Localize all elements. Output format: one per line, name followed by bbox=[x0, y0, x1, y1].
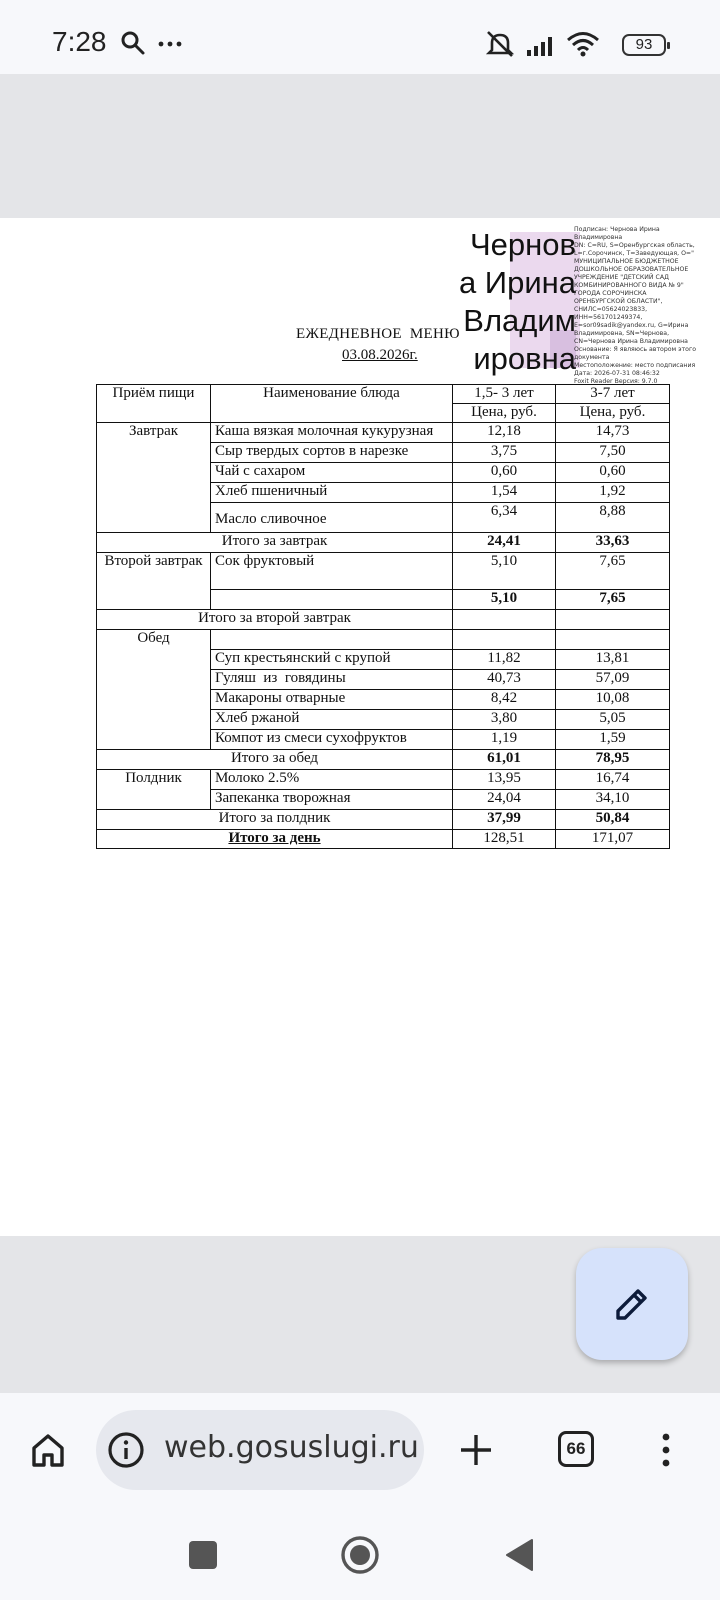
price-cell: 13,95 bbox=[453, 770, 556, 790]
price-cell: 14,73 bbox=[556, 423, 670, 443]
dish-name: Суп крестьянский с крупой bbox=[211, 650, 453, 670]
price-cell: 1,92 bbox=[556, 483, 670, 503]
total-value: 37,99 bbox=[453, 810, 556, 830]
dish-name: Каша вязкая молочная кукурузная bbox=[211, 423, 453, 443]
total-value: 24,41 bbox=[453, 533, 556, 553]
price-cell: 1,54 bbox=[453, 483, 556, 503]
edit-pencil-icon bbox=[612, 1284, 652, 1324]
url-text[interactable]: web.gosuslugi.ru bbox=[164, 1430, 419, 1465]
battery-icon: 93 bbox=[622, 34, 666, 56]
price-cell: 8,88 bbox=[556, 503, 670, 533]
empty-cell bbox=[453, 630, 556, 650]
table-row bbox=[97, 553, 670, 590]
edit-fab-button[interactable] bbox=[576, 1248, 688, 1360]
table-row bbox=[97, 630, 670, 650]
total-value: 128,51 bbox=[453, 830, 556, 849]
empty-cell bbox=[211, 630, 453, 650]
dish-name: Макароны отварные bbox=[211, 690, 453, 710]
dish-name: Хлеб пшеничный bbox=[211, 483, 453, 503]
dish-name: Масло сливочное bbox=[211, 503, 453, 533]
dish-name: Сок фруктовый bbox=[211, 553, 453, 590]
price-cell: 13,81 bbox=[556, 650, 670, 670]
menu-table bbox=[96, 384, 670, 849]
meal-label-breakfast: Завтрак bbox=[97, 423, 211, 533]
total-label: Итого за полдник bbox=[97, 810, 453, 830]
total-value: 33,63 bbox=[556, 533, 670, 553]
price-cell: 5,10 bbox=[453, 553, 556, 590]
menu-icon[interactable] bbox=[660, 1432, 672, 1468]
table-header-row bbox=[97, 385, 670, 404]
price-cell: 57,09 bbox=[556, 670, 670, 690]
meal-label-lunch: Обед bbox=[97, 630, 211, 750]
header-price-2: Цена, руб. bbox=[556, 404, 670, 423]
price-cell: 34,10 bbox=[556, 790, 670, 810]
more-icon bbox=[158, 40, 182, 48]
price-cell: 8,42 bbox=[453, 690, 556, 710]
empty-cell bbox=[453, 610, 556, 630]
total-row-second-breakfast bbox=[97, 610, 670, 630]
price-cell: 0,60 bbox=[453, 463, 556, 483]
total-value: 50,84 bbox=[556, 810, 670, 830]
empty-cell bbox=[556, 610, 670, 630]
signature-name: Чернов а Ирина Владим ировна bbox=[458, 227, 576, 376]
page-title: ЕЖЕДНЕВНОЕ МЕНЮ bbox=[296, 326, 460, 342]
page-date: 03.08.2026г. bbox=[342, 347, 418, 363]
tabs-icon[interactable]: 66 bbox=[558, 1431, 594, 1467]
subtotal-value: 5,10 bbox=[453, 590, 556, 610]
signal-icon bbox=[526, 32, 558, 58]
total-row-day bbox=[97, 830, 670, 849]
dish-name: Гуляш из говядины bbox=[211, 670, 453, 690]
header-dish: Наименование блюда bbox=[211, 385, 453, 423]
price-cell: 16,74 bbox=[556, 770, 670, 790]
signature-details: Подписан: Чернова Ирина Владимировна DN: C=RU, S=Оренбургская область, L=г.Сорочинск, T=Заведующая, O=" МУНИЦИПАЛЬНОЕ БЮДЖЕТНОЕ ДОШКОЛЬНОЕ ОБРАЗОВАТЕЛЬНОЕ УЧРЕЖДЕНИЕ "ДЕТСКИЙ САД КОМБИНИРОВАННОГО ВИДА № 9" ГОРОДА СОРОЧИНСКА ОРЕНБУРГСКОЙ ОБЛАСТИ", СНИЛС=05624023833, ИНН=561701249374, E=sor09sadik@yandex.ru, G=Ирина Владимировна, SN=Чернова, CN=Чернова Ирина Владимировна Основание: Я являюсь автором этого документа Местоположение: место подписания Дата: 2026-07-31 08:46:32 Foxit Reader Версия: 9.7.0 bbox=[574, 226, 697, 385]
dish-name: Сыр твердых сортов в нарезке bbox=[211, 443, 453, 463]
dish-name: Запеканка творожная bbox=[211, 790, 453, 810]
status-time: 7:28 bbox=[52, 26, 107, 57]
wifi-icon bbox=[566, 30, 600, 58]
price-cell: 3,80 bbox=[453, 710, 556, 730]
total-label: Итого за второй завтрак bbox=[97, 610, 453, 630]
price-cell: 3,75 bbox=[453, 443, 556, 463]
empty-cell bbox=[556, 630, 670, 650]
recents-icon[interactable] bbox=[188, 1540, 218, 1570]
meal-label-snack: Полдник bbox=[97, 770, 211, 810]
header-age-2: 3-7 лет bbox=[556, 385, 670, 404]
header-meal: Приём пищи bbox=[97, 385, 211, 423]
price-cell: 24,04 bbox=[453, 790, 556, 810]
total-label: Итого за завтрак bbox=[97, 533, 453, 553]
total-value: 78,95 bbox=[556, 750, 670, 770]
price-cell: 10,08 bbox=[556, 690, 670, 710]
price-cell: 11,82 bbox=[453, 650, 556, 670]
dish-name: Молоко 2.5% bbox=[211, 770, 453, 790]
total-label: Итого за обед bbox=[97, 750, 453, 770]
header-age-1: 1,5- 3 лет bbox=[453, 385, 556, 404]
price-cell: 5,05 bbox=[556, 710, 670, 730]
total-row-lunch bbox=[97, 750, 670, 770]
empty-cell bbox=[211, 590, 453, 610]
price-cell: 1,59 bbox=[556, 730, 670, 750]
home-icon[interactable] bbox=[30, 1432, 66, 1468]
price-cell: 7,65 bbox=[556, 553, 670, 590]
mute-icon bbox=[484, 28, 516, 60]
price-cell: 1,19 bbox=[453, 730, 556, 750]
total-row-snack bbox=[97, 810, 670, 830]
viewer-top-margin bbox=[0, 74, 720, 218]
meal-label-second-breakfast: Второй завтрак bbox=[97, 553, 211, 610]
total-row-breakfast bbox=[97, 533, 670, 553]
dish-name: Чай с сахаром bbox=[211, 463, 453, 483]
price-cell: 40,73 bbox=[453, 670, 556, 690]
dish-name: Хлеб ржаной bbox=[211, 710, 453, 730]
header-price-1: Цена, руб. bbox=[453, 404, 556, 423]
total-value: 61,01 bbox=[453, 750, 556, 770]
home-circle-icon[interactable] bbox=[340, 1535, 380, 1575]
price-cell: 0,60 bbox=[556, 463, 670, 483]
new-tab-icon[interactable] bbox=[458, 1432, 494, 1468]
day-total-label bbox=[97, 830, 453, 849]
back-icon[interactable] bbox=[504, 1538, 534, 1572]
total-value: 171,07 bbox=[556, 830, 670, 849]
info-icon[interactable] bbox=[106, 1430, 146, 1470]
price-cell: 6,34 bbox=[453, 503, 556, 533]
day-total-label-text: Итого за день bbox=[228, 830, 321, 846]
dish-name: Компот из смеси сухофруктов bbox=[211, 730, 453, 750]
search-icon bbox=[120, 30, 146, 56]
price-cell: 12,18 bbox=[453, 423, 556, 443]
table-row bbox=[97, 423, 670, 443]
table-row bbox=[97, 770, 670, 790]
subtotal-value: 7,65 bbox=[556, 590, 670, 610]
price-cell: 7,50 bbox=[556, 443, 670, 463]
status-bar bbox=[0, 0, 720, 74]
